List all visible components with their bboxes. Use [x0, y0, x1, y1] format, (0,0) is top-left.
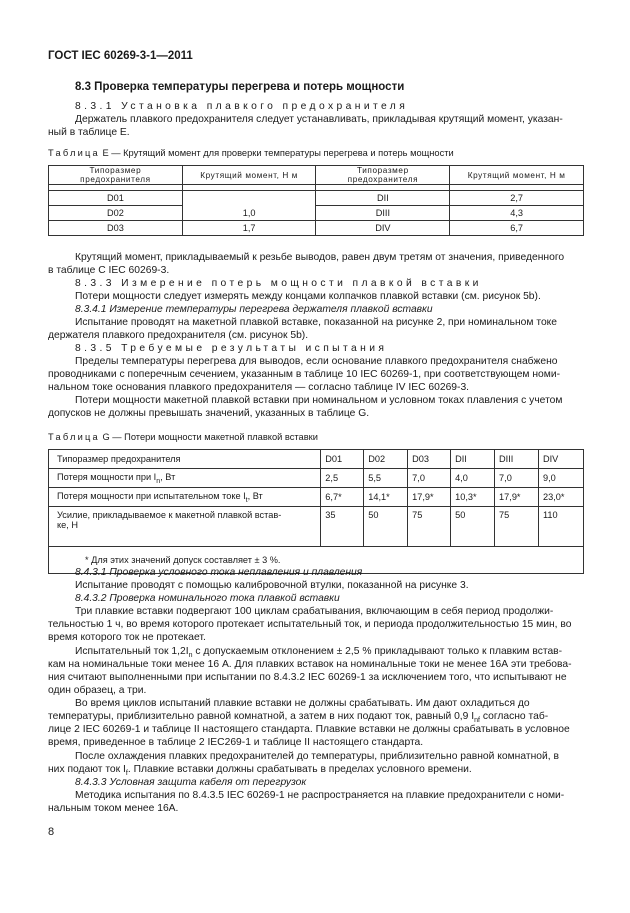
table-g: [48, 449, 584, 574]
table-cell: 17,9*: [408, 488, 451, 507]
page-number: 8: [48, 826, 55, 838]
paragraph-line: тельностью 1 ч, во время которого протекает испытательный ток, и периода продолжительностью 15 мин, во: [48, 619, 572, 630]
table-cell: DII: [316, 191, 450, 206]
subsection-title: 8.4.3.2 Проверка номинального тока плавкой вставки: [75, 593, 340, 604]
table-cell: 6,7*: [321, 488, 364, 507]
table-cell: [182, 191, 316, 206]
table-cell: 50: [451, 507, 495, 547]
table-cell: 35: [321, 507, 364, 547]
paragraph-line: время которого ток не протекает.: [48, 632, 206, 643]
table-header-cell: Крутящий момент, Н м: [450, 166, 584, 185]
paragraph-line: нальном токе основания плавкого предохранителя — согласно таблице IV IEC 60269-3.: [48, 382, 470, 393]
table-cell: 75: [408, 507, 451, 547]
subsection-title: 8.3.1 Установка плавкого предохранителя: [75, 101, 409, 112]
table-cell: 2,5: [321, 469, 364, 488]
paragraph-line: допусков не должны превышать значений, указанных в таблице G.: [48, 408, 370, 419]
paragraph-line: них подают ток $I_f$. Плавкие вставки должны срабатывать в пределах условного времени.: [48, 764, 472, 778]
paragraph-line: ния считают выполненными при испытании по 8.4.3.2 IEC 60269-1 за исключением того, что испытывают не: [48, 672, 567, 683]
table-header-cell: Типоразмер предохранителя: [316, 166, 450, 185]
paragraph-line: Испытательный ток $1,2I_n$ с допускаемым отклонением ± 2,5 % прикладывают только к плавким встав-: [75, 646, 563, 660]
paragraph-line: Держатель плавкого предохранителя следует устанавливать, прикладывая крутящий момент, указан-: [75, 114, 563, 125]
table-header-cell: DII: [451, 450, 495, 469]
table-cell: 4,0: [451, 469, 495, 488]
table-header-cell: Типоразмер предохранителя: [49, 166, 183, 185]
table-cell: 110: [538, 507, 583, 547]
paragraph-line: в таблице С IEC 60269-3.: [48, 265, 170, 276]
subsection-title: 8.3.3 Измерение потерь мощности плавкой вставки: [75, 278, 482, 289]
table-cell: D01: [49, 191, 183, 206]
table-cell: 10,3*: [451, 488, 495, 507]
paragraph-line: Во время циклов испытаний плавкие вставки не должны срабатывать. Им дают охладиться до: [75, 698, 530, 709]
paragraph-line: Методика испытания по 8.4.3.5 IEC 60269-1 не распространяется на плавкие предохранители с номи-: [75, 790, 565, 801]
table-row-label: Усилие, прикладываемое к макетной плавкой встав- ке, Н: [49, 507, 321, 547]
table-header-cell: DIII: [495, 450, 539, 469]
paragraph-line: проводниками с поперечным сечением, указанным в таблице 10 IEC 60269-1, при соответствующем номи-: [48, 369, 561, 380]
table-header-cell: D03: [408, 450, 451, 469]
paragraph-line: кам на номинальные токи менее 16 А. Для плавких вставок на номинальные токи не менее 16А эти требова-: [48, 659, 572, 670]
table-cell: 1,0: [182, 206, 316, 221]
table-cell: 50: [364, 507, 408, 547]
subsection-title: 8.3.5 Требуемые результаты испытания: [75, 343, 388, 354]
table-cell: DIII: [316, 206, 450, 221]
section-title: 8.3 Проверка температуры перегрева и потерь мощности: [75, 81, 405, 93]
paragraph-line: температуры, приблизительно равной комнатной, а затем в них подают ток, равный 0,9 $I_{nf}$ согласно таб-: [48, 711, 549, 725]
paragraph-line: После охлаждения плавких предохранителей до температуры, приблизительно равной комнатной, в: [75, 751, 559, 762]
paragraph-line: Потери мощности макетной плавкой вставки при номинальном и условном токах плавления с учетом: [75, 395, 563, 406]
table-g-caption: Таблица G — Потери мощности макетной плавкой вставки: [48, 432, 318, 442]
paragraph-line: Испытание проводят на макетной плавкой вставке, показанной на рисунке 2, при номинальном токе: [75, 317, 558, 328]
table-e: [48, 165, 584, 236]
table-footnote: * Для этих значений допуск составляет ± 3 %.: [49, 547, 584, 574]
table-cell: D02: [49, 206, 183, 221]
paragraph-line: нальным током менее 16А.: [48, 803, 179, 814]
table-cell: 9,0: [538, 469, 583, 488]
table-cell: 1,7: [182, 221, 316, 236]
table-row-label: Потеря мощности при испытательном токе $I_t$, Вт: [49, 488, 321, 507]
paragraph-line: Крутящий момент, прикладываемый к резьбе выводов, равен двум третям от значения, приведенного: [75, 252, 565, 263]
table-cell: 23,0*: [538, 488, 583, 507]
subsection-title: 8.4.3.1 Проверка условного тока неплавления и плавления: [75, 567, 363, 578]
paragraph-line: держателя плавкого предохранителя (см. рисунок 5b).: [48, 330, 309, 341]
table-header-cell: D01: [321, 450, 364, 469]
subsection-title: 8.4.3.3 Условная защита кабеля от перегрузок: [75, 777, 307, 788]
subsection-title: 8.3.4.1 Измерение температуры перегрева держателя плавкой вставки: [75, 304, 433, 315]
table-cell: DIV: [316, 221, 450, 236]
paragraph-line: время, приведенное в таблице 2 IEC269-1 и таблице II настоящего стандарта.: [48, 737, 424, 748]
table-cell: 14,1*: [364, 488, 408, 507]
table-cell: 5,5: [364, 469, 408, 488]
paragraph-line: Пределы температуры перегрева для выводов, если основание плавкого предохранителя снабжено: [75, 356, 558, 367]
table-header-cell: Типоразмер предохранителя: [49, 450, 321, 469]
table-header-cell: DIV: [538, 450, 583, 469]
paragraph-line: один образец, а три.: [48, 685, 147, 696]
table-cell: 2,7: [450, 191, 584, 206]
table-cell: 6,7: [450, 221, 584, 236]
paragraph-line: лице 2 IEC 60269-1 и таблице II настоящего стандарта. Плавкие вставки не должны срабатывать в условное: [48, 724, 570, 735]
document-header: ГОСТ IEC 60269-3-1—2011: [48, 50, 193, 62]
paragraph-line: Три плавкие вставки подвергают 100 циклам срабатывания, включающим в себя период продолжи-: [75, 606, 554, 617]
paragraph-line: Потери мощности следует измерять между концами колпачков плавкой вставки (см. рисунок 5b).: [75, 291, 541, 302]
table-row-label: Потеря мощности при $I_n$, Вт: [49, 469, 321, 488]
table-cell: 17,9*: [495, 488, 539, 507]
table-cell: 7,0: [495, 469, 539, 488]
paragraph-line: ный в таблице E.: [48, 127, 130, 138]
paragraph-line: Испытание проводят с помощью калибровочной втулки, показанной на рисунке 3.: [75, 580, 469, 591]
table-cell: 7,0: [408, 469, 451, 488]
table-header-cell: Крутящий момент, Н м: [182, 166, 316, 185]
table-e-caption: Таблица E — Крутящий момент для проверки температуры перегрева и потерь мощности: [48, 148, 454, 158]
table-cell: 75: [495, 507, 539, 547]
table-cell: 4,3: [450, 206, 584, 221]
table-cell: D03: [49, 221, 183, 236]
table-header-cell: D02: [364, 450, 408, 469]
